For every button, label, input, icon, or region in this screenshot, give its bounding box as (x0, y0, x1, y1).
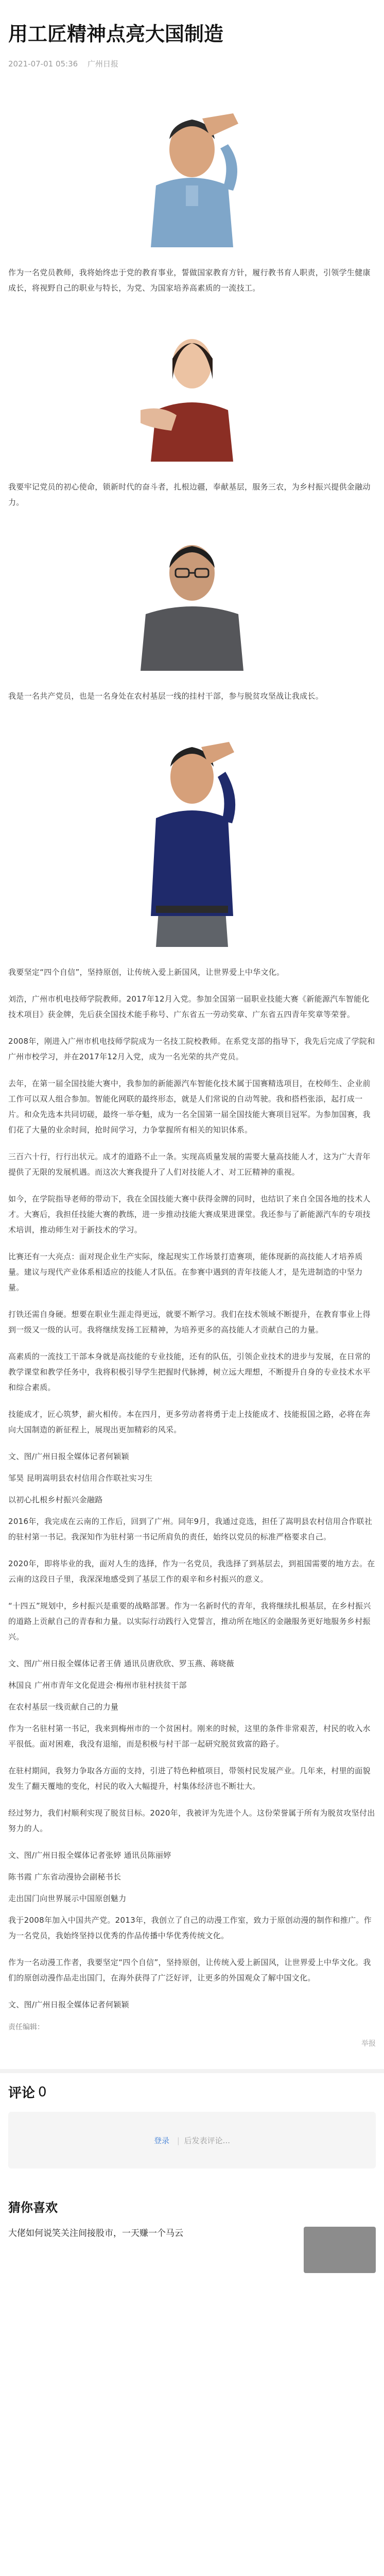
comments-header (8, 2082, 376, 2102)
photo-man-navy-saluting (8, 715, 376, 947)
paragraph-credit: 文、图/广州日报全媒体记者何颖颖 (8, 2000, 129, 2010)
related-title: 猜你喜欢 (8, 2200, 58, 2215)
paragraph-profile: 林国良 广州市青年文化促进会·梅州市驻村扶贫干部 (8, 1681, 187, 1690)
paragraph: 我要坚定“四个自信”，坚持原创，让传统入爱上新国风，让世界爱上中华文化。 (8, 968, 285, 977)
paragraph: 作为一名动漫工作者，我要坚定“四个自信”，坚持原创，让传统入爱上新国风，让世界爱上中华文化。我们的原创动漫作品走出国门，在海外获得了广泛好评，让更多的外国观众了解中国文化。 (8, 1958, 371, 1983)
related-news-text[interactable]: 大佬如何说笑关注间接股市，一天赚一个马云 (8, 2228, 183, 2239)
paragraph: 刘浩，广州市机电技师学院教师。2017年12月入党。参加全国第一届职业技能大赛《新能源汽车智能化技术项目》获金牌，先后获全国技术能手称号、广东省五一劳动奖章、广东省五四青年奖章等荣誉。 (8, 994, 370, 1020)
related-news-item[interactable] (0, 2227, 384, 2285)
comments-title: 评论 (8, 2086, 36, 2102)
paragraph-profile: 邹昊 昆明嵩明县农村信用合作联社实习生 (8, 1473, 153, 1483)
paragraph: 高素质的一流技工干部本身就是高技能的专业技能，还有的队伍，引领企业技术的进步与发展，在日常的教学课堂和教学任务中，我将积极引导学生把握时代脉搏，树立远大理想，不断提升自身的专业技术水平和综合素质。 (8, 1352, 371, 1393)
article-meta (8, 58, 376, 69)
paragraph: 经过努力，我们村顺利实现了脱贫目标。2020年，我被评为先进个人。这份荣誉属于所有为脱贫攻坚付出努力的人。 (8, 1808, 375, 1834)
paragraph-profile: 陈书霞 广东省动漫协会副秘书长 (8, 1872, 121, 1882)
paragraph: 我于2008年加入中国共产党。2013年，我创立了自己的动漫工作室，致力于原创动漫的制作和推广。作为一名党员，我始终坚持以优秀的作品传播中华优秀传统文化。 (8, 1916, 372, 1941)
paragraph: 作为一名党员教师，我将始终忠于党的教育事业，誓做国家教育方针，履行教书育人职责，引领学生健康成长，将视野自己的职业与特长，为党、为国家培养高素质的一流技工。 (8, 268, 371, 293)
paragraph: 三百六十行，行行出状元。成才的道路不止一条。实现高质量发展的需要大量高技能人才，这为广大青年提供了无限的发展机遇。而这次大赛我提升了人们对技能人才、对工匠精神的重视。 (8, 1152, 371, 1177)
paragraph-subheading: 在农村基层一线贡献自己的力量 (8, 1702, 119, 1712)
comment-prompt (154, 2135, 230, 2146)
paragraph: 2020年，即将毕业的我，面对人生的选择，作为一名党员，我选择了到基层去，到祖国需要的地方去。在云南的这段日子里，我深深地感受到了基层工作的艰辛和乡村振兴的意义。 (8, 1559, 375, 1584)
paragraph: 在驻村期间，我努力争取各方面的支持，引进了特色种植项目，带领村民发展产业。几年来，村里的面貌发生了翻天覆地的变化，村民的收入大幅提升，村集体经济也不断壮大。 (8, 1766, 371, 1791)
separator: | (177, 2136, 180, 2145)
comment-input-box[interactable] (8, 2112, 376, 2168)
comments-section (0, 2073, 384, 2168)
photo-teacher-saluting (8, 88, 376, 247)
comment-prompt-text: 后发表评论... (184, 2136, 230, 2145)
login-link[interactable]: 登录 (154, 2136, 170, 2145)
article-date: 2021-07-01 05:36 (8, 59, 78, 69)
paragraph: 作为一名驻村第一书记，我来到梅州市的一个贫困村。刚来的时候，这里的条件非常艰苦，村民的收入水平很低。面对困难，我没有退缩，而是积极与村干部一起研究脱贫致富的路子。 (8, 1724, 371, 1749)
comments-count: 0 (38, 2084, 47, 2100)
paragraph: 2008年，刚进入广州市机电技师学院成为一名技工院校教师。在系党支部的指导下，我先后完成了学院和广州市校学习，并在2017年12月入党，成为一名光荣的共产党员。 (8, 1037, 375, 1062)
paragraph-subheading: 走出国门向世界展示中国原创魅力 (8, 1894, 127, 1904)
paragraph: 我要牢记党员的初心使命，锁新时代的奋斗者，扎根边疆，奉献基层，服务三农，为乡村振兴提供金融动力。 (8, 482, 371, 507)
paragraph-credit: 文、图/广州日报全媒体记者何颖颖 (8, 1452, 129, 1462)
paragraph-credit: 文、图/广州日报全媒体记者张婷 通讯员陈丽婷 (8, 1851, 171, 1860)
editor-line: 责任编辑： (8, 2023, 44, 2032)
article-source[interactable]: 广州日报 (87, 59, 118, 69)
paragraph: 如今，在学院指导老师的带动下，我在全国技能大赛中获得金牌的同时，也结识了来自全国各地的技术人才。大赛后，我担任技能大赛的教练，进一步推动技能大赛成果进课堂。我还参与了新能源汽车的专项技术培训，推动师生对于新技术的学习。 (8, 1194, 371, 1235)
photo-man-glasses (8, 521, 376, 671)
paragraph: 比赛还有一大亮点：面对现企业生产实际，缘起现实工作场景打造赛项，能体现新的高技能人才培养质量。建议与现代产业体系相适应的技能人才队伍。在参赛中遇到的青年技能人才，是先进制造的中坚力量。 (8, 1252, 363, 1293)
paragraph: 打铁还需自身硬。想要在职业生涯走得更远，就要不断学习。我们在技术领域不断提升，在教育事业上得到一级又一级的认可。我将继续发扬工匠精神，为培养更多的高技能人才贡献自己的力量。 (8, 1310, 371, 1335)
report-link[interactable]: 举报 (361, 2040, 376, 2048)
paragraph-subheading: 以初心扎根乡村振兴金融路 (8, 1495, 103, 1505)
paragraph: 2016年，我完成在云南的工作后，回到了广州。同年9月，我通过竞选，担任了嵩明县农村信用合作联社的驻村第一书记。我深知作为驻村第一书记所肩负的责任，始终以党员的标准严格要求自己。 (8, 1517, 373, 1542)
paragraph-credit: 文、图/广州日报全媒体记者王倩 通讯员唐欣欣、罗玉燕、蒋晓薇 (8, 1659, 234, 1669)
paragraph: 去年，在第一届全国技能大赛中，我参加的新能源汽车智能化技术属于国赛精选项目，在校师生、企业前工作可以双人组合参加。智能化网联的最终形态，就是人们常说的自动驾驶。我和搭档张添，起打成一片。和众先选本共同切磋，最终一举夺魁，成为一名全国第一届全国技能大赛项目冠军。为参加国赛，我们花了大量的业余时间，抢时间学习，力争掌握所有相关的知识体系。 (8, 1079, 371, 1135)
paragraph: 技能成才，匠心筑梦，薪火相传。本在四月，更多劳动者将勇于走上技能成才、技能报国之路，必将在奔向大国制造的新征程上，展现出更加精彩的风采。 (8, 1410, 371, 1435)
paragraph: “十四五”规划中，乡村振兴是重要的战略部署。作为一名新时代的青年，我将继续扎根基层，在乡村振兴的道路上贡献自己的青春和力量。以实际行动践行入党誓言，推动所在地区的金融服务更好地服务乡村振兴。 (8, 1601, 371, 1642)
related-news-thumbnail[interactable] (304, 2227, 376, 2273)
photo-woman-red (8, 307, 376, 462)
paragraph: 我是一名共产党员，也是一名身处在农村基层一线的挂村干部，参与脱贫攻坚战让我成长。 (8, 691, 324, 701)
article-title: 用工匠精神点亮大国制造 (8, 23, 224, 45)
section-divider (0, 2069, 384, 2073)
